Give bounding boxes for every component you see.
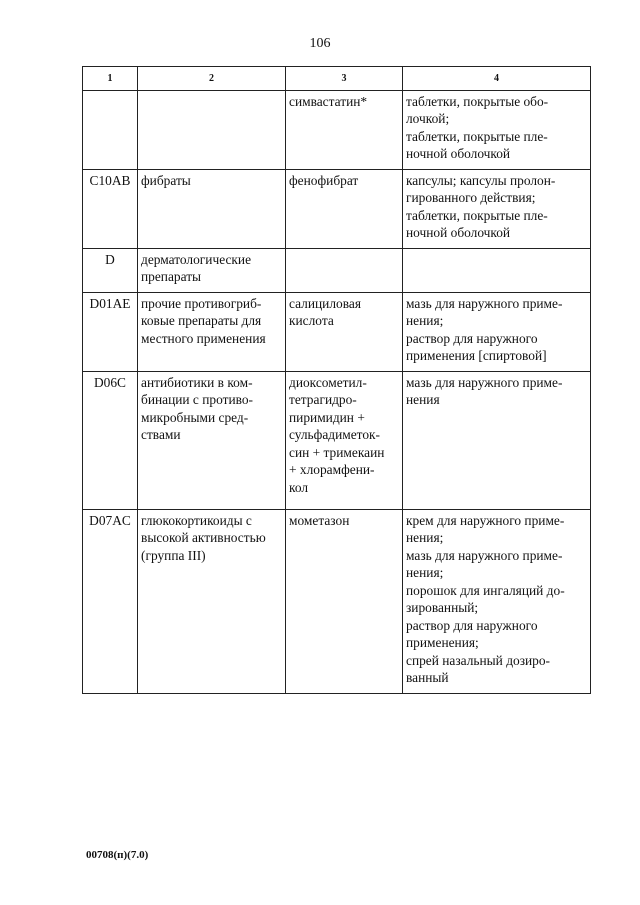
- table-row: [83, 371, 591, 509]
- cell-line: лочкой;: [406, 111, 450, 126]
- cell-line: (группа III): [141, 547, 206, 563]
- column-header: 4: [403, 67, 591, 91]
- cell-line: нения;: [406, 313, 444, 328]
- column-header: 1: [83, 67, 138, 91]
- dosage-forms-cell: [403, 371, 591, 509]
- cell-line: микробными сред-: [141, 409, 249, 425]
- dosage-forms-cell: [403, 509, 591, 693]
- cell-line: препараты: [141, 269, 202, 284]
- pharmacological-group-cell: [138, 90, 286, 169]
- cell-line: местного применения: [141, 330, 266, 346]
- cell-line: кол: [289, 479, 309, 495]
- pharmacological-group-cell: [138, 509, 286, 693]
- cell-line: глюкокортикоиды с: [141, 512, 252, 528]
- cell-line: нения: [406, 392, 440, 407]
- cell-line: нения;: [406, 530, 444, 545]
- cell-line: + хлорамфени-: [289, 462, 375, 477]
- pharmacological-group-cell: [138, 169, 286, 248]
- cell-line: применения [спиртовой]: [406, 348, 547, 363]
- column-header: 3: [286, 67, 403, 91]
- cell-line: спрей назальный дозиро-: [406, 652, 551, 668]
- table-row: [83, 169, 591, 248]
- cell-line: мазь для наружного приме-: [406, 547, 563, 563]
- cell-line: бинации с противо-: [141, 392, 254, 407]
- atc-code-cell: C10AB: [83, 169, 138, 248]
- cell-line: порошок для ингаляций до-: [406, 582, 565, 598]
- cell-line: антибиотики в ком-: [141, 374, 253, 390]
- cell-line: мазь для наружного приме-: [406, 374, 563, 390]
- active-substance-cell: [286, 248, 403, 292]
- cell-line: таблетки, покрытые пле-: [406, 128, 548, 144]
- drug-table: [82, 66, 591, 694]
- cell-line: прочие противогриб-: [141, 295, 262, 311]
- cell-line: раствор для наружного: [406, 330, 538, 346]
- cell-line: ковые препараты для: [141, 313, 262, 328]
- cell-line: таблетки, покрытые пле-: [406, 207, 548, 223]
- active-substance-cell: [286, 90, 403, 169]
- pharmacological-group-cell: [138, 371, 286, 509]
- active-substance-cell: [286, 371, 403, 509]
- table-body: [83, 90, 591, 693]
- cell-line: диоксометил-: [289, 374, 367, 390]
- document-code: 00708(п)(7.0): [86, 849, 149, 861]
- cell-line: мазь для наружного приме-: [406, 295, 563, 311]
- page-number: 106: [309, 36, 331, 51]
- table-row: [83, 90, 591, 169]
- cell-line: крем для наружного приме-: [406, 512, 565, 528]
- atc-code-cell: D07AC: [83, 509, 138, 693]
- dosage-forms-cell: [403, 169, 591, 248]
- table-row: [83, 509, 591, 693]
- cell-line: ночной оболочкой: [406, 146, 511, 161]
- table-row: [83, 292, 591, 371]
- cell-line: капсулы; капсулы пролон-: [406, 172, 556, 188]
- cell-line: пиримидин +: [289, 409, 365, 425]
- cell-line: сульфадиметок-: [289, 427, 381, 442]
- cell-line: ванный: [406, 670, 449, 685]
- cell-line: фибраты: [141, 172, 191, 188]
- column-header: 2: [138, 67, 286, 91]
- active-substance-cell: [286, 509, 403, 693]
- pharmacological-group-cell: [138, 248, 286, 292]
- cell-line: мометазон: [289, 512, 350, 528]
- atc-code-cell: D06C: [83, 371, 138, 509]
- atc-code-cell: [83, 90, 138, 169]
- dosage-forms-cell: [403, 90, 591, 169]
- cell-line: дерматологические: [141, 251, 252, 267]
- cell-line: салициловая: [289, 295, 361, 311]
- cell-line: тетрагидро-: [289, 392, 357, 407]
- cell-line: высокой активностью: [141, 530, 266, 545]
- cell-line: раствор для наружного: [406, 617, 538, 633]
- cell-line: фенофибрат: [289, 172, 359, 188]
- dosage-forms-cell: [403, 292, 591, 371]
- cell-line: симвастатин*: [289, 93, 368, 109]
- active-substance-cell: [286, 169, 403, 248]
- cell-line: нения;: [406, 565, 444, 580]
- table-header-row: [83, 67, 591, 91]
- atc-code-cell: D01AE: [83, 292, 138, 371]
- cell-line: применения;: [406, 635, 479, 650]
- cell-line: ночной оболочкой: [406, 225, 511, 240]
- dosage-forms-cell: [403, 248, 591, 292]
- cell-line: зированный;: [406, 600, 479, 615]
- cell-line: ствами: [141, 427, 181, 442]
- active-substance-cell: [286, 292, 403, 371]
- cell-line: син + тримекаин: [289, 444, 385, 460]
- cell-line: кислота: [289, 313, 334, 328]
- atc-code-cell: D: [83, 248, 138, 292]
- cell-line: гированного действия;: [406, 190, 536, 205]
- table-row: [83, 248, 591, 292]
- cell-line: таблетки, покрытые обо-: [406, 93, 549, 109]
- pharmacological-group-cell: [138, 292, 286, 371]
